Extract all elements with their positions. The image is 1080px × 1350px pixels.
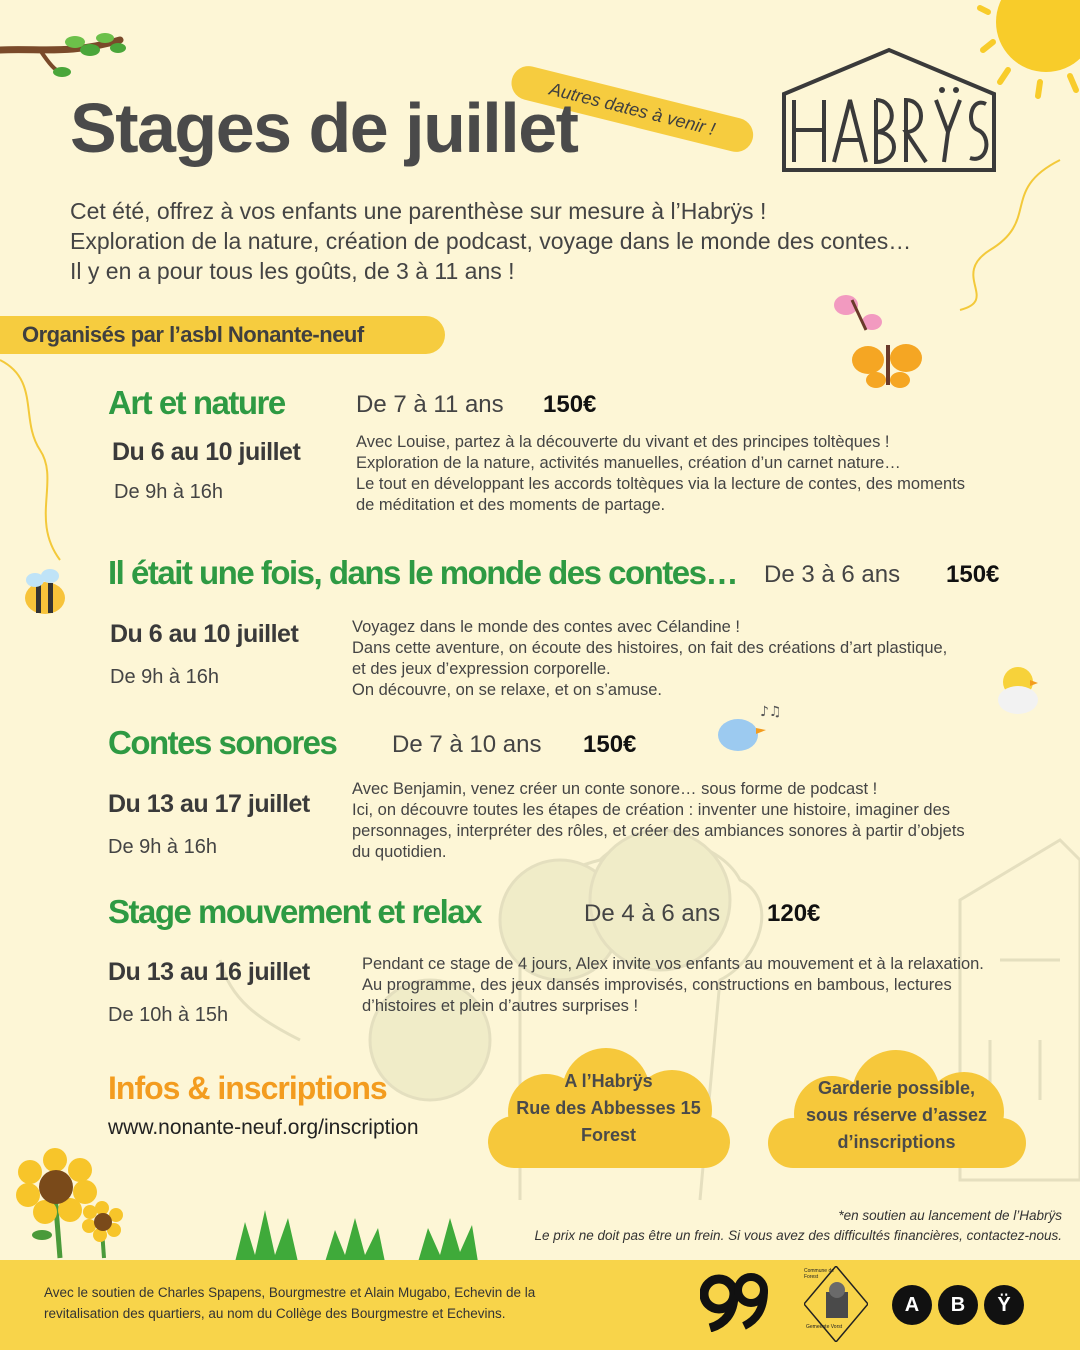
commune-forest-logo: [804, 1266, 868, 1342]
butterfly-orange-icon: [852, 344, 922, 388]
desc-line: Pendant ce stage de 4 jours, Alex invite vos enfants au mouvement et à la relaxation.: [362, 955, 984, 973]
sunflower-icon: [16, 1148, 123, 1258]
stage-price: 150€: [543, 391, 597, 418]
desc-line: Voyagez dans le monde des contes avec Célandine !: [352, 618, 741, 636]
stage-price: 150€: [946, 561, 1000, 588]
stage-description: [352, 617, 947, 701]
desc-line: On découvre, on se relaxe, et on s’amuse.: [352, 681, 663, 699]
stage-description: [356, 432, 965, 516]
stage-dates: Du 13 au 17 juillet: [108, 790, 310, 818]
stage-price: 120€: [767, 900, 821, 927]
partner-99-text: 99: [700, 1270, 702, 1271]
stage-dates: Du 6 au 10 juillet: [112, 438, 301, 466]
stage-hours: De 9h à 16h: [110, 666, 219, 688]
stage-hours: De 9h à 16h: [114, 481, 223, 503]
desc-line: et des jeux d’expression corporelle.: [352, 660, 611, 678]
stage-age: De 4 à 6 ans: [584, 900, 721, 927]
branch-icon: [0, 33, 126, 77]
address-line: Rue des Abbesses 15: [516, 1097, 701, 1118]
infos-title: Infos & inscriptions: [108, 1070, 387, 1106]
desc-line: Le tout en développant les accords toltèques via la lecture de contes, des moments: [356, 475, 966, 493]
desc-line: Avec Benjamin, venez créer un conte sonore… sous forme de podcast !: [352, 780, 878, 798]
address-text: [476, 1046, 741, 1170]
page-title: Stages de juillet: [70, 89, 578, 167]
stage-hours: De 9h à 16h: [108, 836, 217, 858]
desc-line: Dans cette aventure, on écoute des histoires, on fait des créations d’art plastique,: [352, 639, 948, 657]
bird-icon: [718, 704, 782, 751]
garderie-line: d’inscriptions: [837, 1131, 956, 1152]
address-line: Forest: [580, 1124, 636, 1145]
address-cloud: [476, 1046, 741, 1170]
other-dates-ribbon: Autres dates à venir !: [508, 63, 757, 156]
inscription-link[interactable]: www.nonante-neuf.org/inscription: [108, 1116, 419, 1139]
stage-title: Contes sonores: [108, 724, 337, 761]
butterfly-pink-icon: [834, 295, 882, 330]
intro-line: Exploration de la nature, création de podcast, voyage dans le monde des contes…: [70, 228, 912, 254]
desc-line: Exploration de la nature, activités manuelles, création d’un carnet nature…: [356, 454, 901, 472]
stage-hours: De 10h à 15h: [108, 1004, 229, 1026]
stage-title: Il était une fois, dans le monde des contes…: [108, 554, 737, 591]
desc-line: du quotidien.: [352, 843, 447, 861]
desc-line: personnages, interpréter des rôles, et créer des ambiances sonores à partir d’objets: [352, 822, 965, 840]
garderie-line: sous réserve d’assez: [805, 1104, 988, 1125]
price-note: Le prix ne doit pas être un frein. Si vous avez des difficultés financières, contactez-nous.: [534, 1228, 1062, 1243]
address-line: A l’Habrÿs: [564, 1070, 653, 1091]
chick-icon: [998, 667, 1038, 714]
stage-dates: Du 13 au 16 juillet: [108, 958, 310, 986]
commune-bottom-label: Gemeente Vorst: [806, 1324, 843, 1330]
intro-text: [70, 196, 990, 286]
aby-logo: [892, 1285, 1024, 1325]
support-note: *en soutien au lancement de l’Habrÿs: [838, 1208, 1062, 1223]
organizer-banner: Organisés par l’asbl Nonante-neuf: [0, 316, 445, 354]
stage-age: De 7 à 11 ans: [356, 391, 504, 418]
garderie-cloud: [764, 1046, 1029, 1170]
intro-line: Cet été, offrez à vos enfants une parenthèse sur mesure à l’Habrÿs !: [70, 198, 767, 224]
stage-price: 150€: [583, 731, 637, 758]
svg-text:♪♫: ♪♫: [760, 704, 782, 720]
garderie-line: Garderie possible,: [817, 1077, 976, 1098]
habrys-logo: [780, 46, 998, 174]
aby-letter: Ÿ: [984, 1285, 1024, 1325]
desc-line: d’histoires et plein d’autres surprises !: [362, 997, 639, 1015]
stage-title: Art et nature: [108, 384, 285, 421]
desc-line: Ici, on découvre toutes les étapes de création : inventer une histoire, imaginer des: [352, 801, 951, 819]
aby-letter: B: [938, 1285, 978, 1325]
stage-title: Stage mouvement et relax: [108, 893, 481, 930]
stage-description: [352, 779, 965, 863]
intro-line: Il y en a pour tous les goûts, de 3 à 11 ans !: [70, 258, 515, 284]
aby-letter: A: [892, 1285, 932, 1325]
desc-line: de méditation et des moments de partage.: [356, 496, 666, 514]
commune-top-label: Commune de Forest: [804, 1268, 835, 1280]
grass-icon: [235, 1210, 478, 1262]
stage-age: De 3 à 6 ans: [764, 561, 901, 588]
desc-line: Au programme, des jeux dansés improvisés, constructions en bambous, lectures: [362, 976, 952, 994]
stage-dates: Du 6 au 10 juillet: [110, 620, 299, 648]
footer-support-text: [44, 1282, 624, 1324]
footer-line: Avec le soutien de Charles Spapens, Bourgmestre et Alain Mugabo, Echevin de la: [44, 1285, 536, 1300]
footer-line: revitalisation des quartiers, au nom du Collège des Bourgmestre et Echevins.: [44, 1306, 506, 1321]
desc-line: Avec Louise, partez à la découverte du vivant et des principes toltèques !: [356, 433, 890, 451]
stage-description: [362, 954, 984, 1017]
stage-age: De 7 à 10 ans: [392, 731, 542, 758]
nonante-neuf-logo: [700, 1270, 770, 1332]
bee-icon: [25, 569, 65, 614]
garderie-text: [764, 1046, 1029, 1170]
